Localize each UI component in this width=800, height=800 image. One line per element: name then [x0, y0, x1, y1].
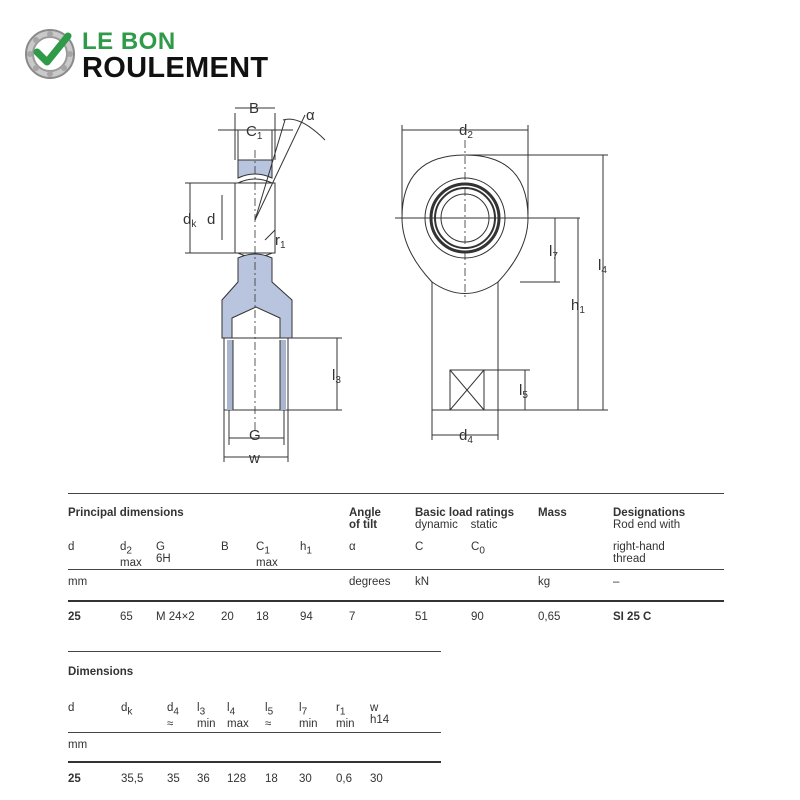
cell-d2: 65 [120, 611, 133, 624]
cell2-r1: 0,6 [336, 773, 352, 785]
col-C: C [415, 541, 424, 553]
logo-line1: LE BON [82, 28, 176, 55]
label-l4: $l_4$ [598, 257, 607, 276]
cell2-d4: 35 [167, 773, 180, 785]
col2-l5: $l_5$ ≈ [265, 702, 274, 731]
col2-dk: $d_k$ [121, 702, 133, 718]
col2-l7: $l_7$ min [299, 702, 318, 731]
col-d: d [68, 541, 75, 553]
dimensions-table [68, 651, 441, 785]
section-view [185, 108, 342, 462]
col-h1: $h_1$ [300, 541, 312, 557]
col2-l4: $l_4$ max [227, 702, 249, 731]
cell2-l3: 36 [197, 773, 210, 785]
label-h1: $h_1$ [571, 297, 585, 316]
cell-mass: 0,65 [538, 611, 561, 624]
cell2-dk: 35,5 [121, 773, 144, 785]
cell-B: 20 [221, 611, 234, 624]
label-d4: $d_4$ [459, 427, 473, 446]
unit-kg: kg [538, 570, 613, 602]
header-mass: Mass [538, 494, 613, 542]
unit-dash: – [613, 570, 724, 602]
header-angle-of-tilt: Angle of tilt [349, 494, 415, 542]
label-l5: $l_5$ [519, 382, 528, 401]
label-l3: $l_3$ [332, 367, 341, 386]
unit2-mm: mm [68, 733, 441, 763]
label-B: B [249, 100, 260, 117]
col-G: G 6H [156, 541, 171, 565]
cell-designation: SI 25 C [613, 611, 652, 624]
cell-C0: 90 [471, 611, 484, 624]
label-dk: $d_k$ [183, 211, 197, 230]
col-C1: $C_1$ max [256, 541, 278, 570]
header-designations: Designations Rod end with [613, 494, 724, 542]
table-row [68, 601, 724, 623]
cell-G: M 24×2 [156, 611, 195, 624]
col2-l3: $l_3$ min [197, 702, 216, 731]
cell2-l7: 30 [299, 773, 312, 785]
cell-h1: 94 [300, 611, 313, 624]
logo-line2: ROULEMENT [82, 52, 269, 84]
table-row [68, 762, 441, 785]
cell2-w: 30 [370, 773, 383, 785]
unit-mm: mm [68, 570, 349, 602]
header-principal-dimensions: Principal dimensions [68, 494, 349, 542]
label-G: G [249, 427, 261, 444]
col-C0: $C_0$ [471, 541, 485, 557]
col-alpha: α [349, 541, 356, 553]
col-B: B [221, 541, 229, 553]
header-basic-load-ratings: Basic load ratings dynamic static [415, 494, 538, 542]
cell2-l5: 18 [265, 773, 278, 785]
col-d2: $d_2$ max [120, 541, 142, 570]
dimensions-title: Dimensions [68, 652, 441, 703]
label-alpha: α [306, 107, 315, 124]
cell-C1: 18 [256, 611, 269, 624]
label-d: d [207, 211, 216, 228]
label-d2: $d_2$ [459, 122, 473, 141]
bearing-logo-icon [26, 30, 74, 78]
cell-alpha: 7 [349, 611, 356, 624]
label-w: w [249, 450, 260, 467]
designation-note: right-hand thread [613, 541, 665, 565]
unit-degrees: degrees [349, 570, 415, 602]
cell2-d: 25 [68, 773, 81, 785]
label-l7: $l_7$ [549, 243, 558, 262]
front-view [395, 125, 608, 440]
cell2-l4: 128 [227, 773, 247, 785]
principal-dimensions-table [68, 493, 724, 623]
unit-kN: kN [415, 570, 538, 602]
col2-d: d [68, 702, 75, 714]
cell-d: 25 [68, 611, 81, 624]
cell-C: 51 [415, 611, 428, 624]
label-C1: $C_1$ [246, 123, 263, 142]
col2-w: w h14 [370, 702, 390, 726]
col2-d4: $d_4$ ≈ [167, 702, 179, 731]
label-r1: $r_1$ [275, 232, 286, 251]
col2-r1: $r_1$ min [336, 702, 355, 731]
